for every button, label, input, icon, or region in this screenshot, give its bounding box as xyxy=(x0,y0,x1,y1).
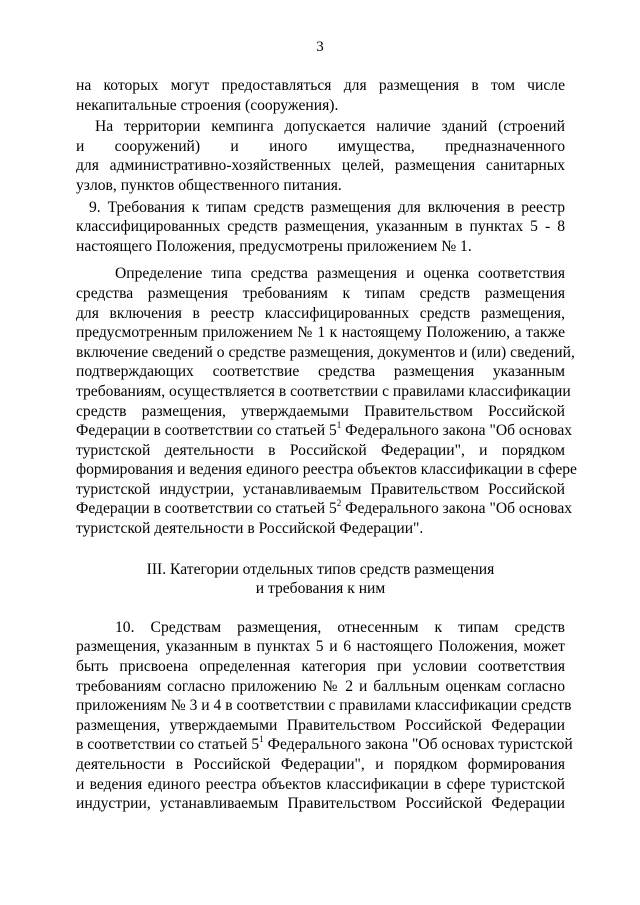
text-line: для включения в реестр классифицированных средств размещения, xyxy=(76,304,565,322)
text-fragment: Федерального закона "Об основах туристской xyxy=(263,736,573,754)
paragraph-camping-buildings xyxy=(76,117,565,195)
page-number: 3 xyxy=(316,39,324,55)
text-line: средства размещения требованиям к типам средств размещения xyxy=(76,284,565,302)
text-line: средств размещения, утверждаемыми Правительством Российской xyxy=(76,402,565,420)
paragraph-item-10 xyxy=(76,618,573,814)
text-line: быть присвоена определенная категория при условии соответствия xyxy=(76,658,565,676)
section-heading-line: III. Категории отдельных типов средств размещения xyxy=(146,560,495,578)
text-line: узлов, пунктов общественного питания. xyxy=(76,176,342,194)
text-line: настоящего Положения, предусмотрены приложением № 1. xyxy=(76,237,472,255)
text-line: туристской деятельности в Российской Федерации", и порядком xyxy=(76,441,565,459)
text-line: требованиям согласно приложению № 2 и балльным оценкам согласно xyxy=(76,677,565,695)
text-fragment: Федерального закона "Об основах xyxy=(341,500,573,518)
text-line: Определение типа средства размещения и оценка соответствия xyxy=(115,265,565,283)
superscript: 1 xyxy=(259,734,264,745)
text-line: включение сведений о средстве размещения, документов и (или) сведений, xyxy=(76,343,575,361)
superscript: 2 xyxy=(336,498,342,509)
text-line: требованиям, осуществляется в соответствии с правилами классификации xyxy=(76,382,571,400)
text-line: туристской деятельности в Российской Федерации". xyxy=(76,520,424,538)
text-fragment: Федерации в соответствии со статьей 5 xyxy=(76,422,337,440)
text-fragment: Федерального закона "Об основах xyxy=(341,422,573,440)
text-line xyxy=(76,734,573,755)
text-line: индустрии, устанавливаемым Правительством Российской Федерации xyxy=(76,795,565,813)
document-body xyxy=(76,76,577,814)
paragraph-continuation xyxy=(76,76,565,115)
text-line: формирования и ведения единого реестра объектов классификации в сфере xyxy=(76,461,577,479)
paragraph-item-9 xyxy=(76,198,565,257)
text-line: туристской индустрии, устанавливаемым Правительством Российской xyxy=(76,480,565,498)
text-line xyxy=(76,419,573,441)
text-line: на которых могут предоставляться для размещения в том числе xyxy=(76,77,565,94)
text-line: классифицированных средств размещения, указанным в пунктах 5 - 8 xyxy=(76,218,565,236)
text-line xyxy=(76,498,573,519)
text-line: некапитальные строения (сооружения). xyxy=(76,96,339,114)
text-line: предусмотренным приложением № 1 к настоящему Положению, а также xyxy=(76,324,565,342)
superscript: 1 xyxy=(336,419,342,430)
text-line: деятельности в Российской Федерации", и порядком формирования xyxy=(76,756,565,773)
text-fragment: Федерации в соответствии со статьей 5 xyxy=(76,500,337,518)
text-fragment: в соответствии со статьей 5 xyxy=(76,736,260,754)
text-line: и ведения единого реестра объектов классификации в сфере туристской xyxy=(76,775,565,793)
text-line: подтверждающих соответствие средства размещения указанным xyxy=(76,363,565,381)
text-line: приложениям № 3 и 4 в соответствии с правилами классификации средств xyxy=(76,697,572,715)
section-heading-line: и требования к ним xyxy=(255,580,386,598)
paragraph-type-determination xyxy=(76,264,577,538)
text-line: размещения, утверждаемыми Правительством Российской Федерации xyxy=(76,716,565,734)
text-line: 10. Средствам размещения, отнесенным к типам средств xyxy=(115,618,565,636)
text-line: и сооружений) и иного имущества, предназначенного xyxy=(76,137,565,155)
text-line: размещения, указанным в пунктах 5 и 6 настоящего Положения, может xyxy=(76,638,565,656)
section-heading xyxy=(76,560,565,599)
text-line: 9. Требования к типам средств размещения для включения в реестр xyxy=(89,198,565,216)
text-line: На территории кемпинга допускается наличие зданий (строений xyxy=(95,118,565,136)
text-line: для административно-хозяйственных целей, размещения санитарных xyxy=(76,157,565,175)
